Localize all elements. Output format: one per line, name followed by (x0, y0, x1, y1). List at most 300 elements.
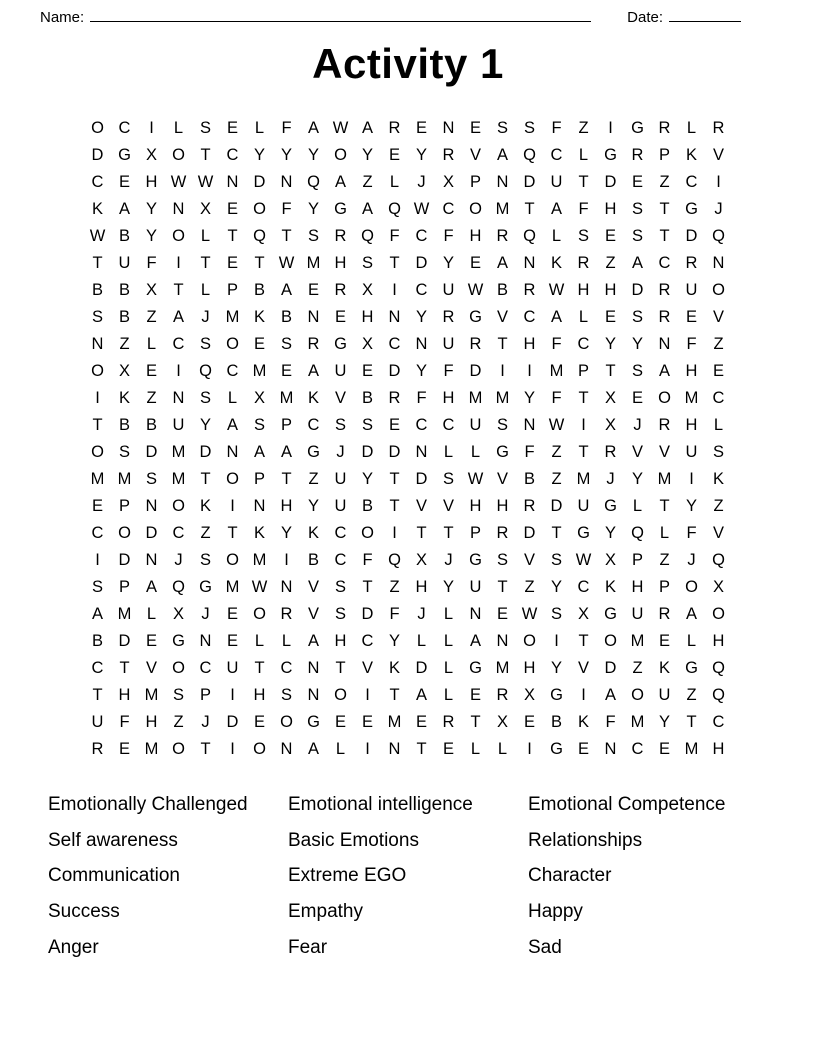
grid-letter: A (334, 173, 346, 191)
grid-letter: Y (604, 335, 616, 353)
grid-letter: L (632, 497, 643, 515)
grid-letter: S (118, 443, 130, 461)
grid-letter: Y (361, 470, 373, 488)
grid-letter: D (550, 497, 563, 515)
grid-letter: V (712, 308, 724, 326)
grid-letter: J (417, 605, 426, 623)
grid-letter: H (334, 632, 347, 650)
grid-letter: D (631, 281, 644, 299)
grid-letter: V (442, 497, 454, 515)
grid-letter: E (577, 740, 589, 758)
grid-letter: C (118, 119, 131, 137)
grid-letter: Q (388, 551, 401, 569)
grid-letter: Y (415, 146, 427, 164)
grid-letter: O (226, 551, 239, 569)
grid-letter: H (415, 578, 428, 596)
grid-row (0, 331, 816, 358)
grid-letter: Q (199, 362, 212, 380)
grid-letter: J (444, 551, 453, 569)
grid-letter: G (685, 200, 698, 218)
grid-letter: R (334, 281, 347, 299)
grid-letter: W (170, 173, 187, 191)
grid-letter: D (118, 632, 131, 650)
grid-letter: F (146, 254, 157, 272)
grid-letter: M (630, 632, 645, 650)
grid-letter: Q (712, 686, 725, 704)
grid-letter: K (307, 389, 319, 407)
grid-letter: W (89, 227, 106, 245)
grid-letter: C (577, 578, 590, 596)
grid-letter: Q (253, 227, 266, 245)
grid-letter: W (413, 200, 430, 218)
grid-letter: E (145, 632, 157, 650)
grid-letter: O (172, 740, 185, 758)
word-list-item: Relationships (528, 829, 643, 851)
grid-letter: E (253, 335, 265, 353)
grid-letter: C (442, 416, 455, 434)
grid-letter: R (388, 389, 401, 407)
grid-letter: K (118, 389, 130, 407)
grid-letter: O (172, 146, 185, 164)
grid-letter: H (469, 497, 482, 515)
grid-letter: M (90, 470, 105, 488)
grid-letter: H (604, 200, 617, 218)
grid-letter: U (442, 335, 455, 353)
grid-letter: I (95, 551, 100, 569)
grid-letter: T (200, 470, 211, 488)
grid-letter: C (712, 389, 725, 407)
grid-letter: X (604, 389, 616, 407)
grid-letter: B (361, 389, 373, 407)
grid-letter: U (334, 470, 347, 488)
grid-letter: H (523, 335, 536, 353)
grid-letter: L (443, 605, 454, 623)
grid-letter: V (577, 659, 589, 677)
grid-letter: Y (145, 200, 157, 218)
grid-letter: V (361, 659, 373, 677)
grid-letter: M (171, 443, 186, 461)
grid-letter: T (497, 335, 508, 353)
date-label: Date: (627, 9, 663, 26)
grid-letter: K (253, 524, 265, 542)
grid-letter: Y (199, 416, 211, 434)
grid-letter: N (415, 335, 428, 353)
grid-letter: S (631, 308, 643, 326)
grid-letter: R (442, 308, 455, 326)
grid-letter: S (91, 578, 103, 596)
word-list-item: Emotional Competence (528, 794, 726, 815)
grid-letter: G (469, 659, 482, 677)
grid-letter: A (226, 416, 238, 434)
grid-letter: O (91, 443, 104, 461)
grid-letter: U (226, 659, 239, 677)
grid-letter: M (252, 362, 267, 380)
grid-letter: D (145, 524, 158, 542)
grid-letter: O (523, 632, 536, 650)
grid-letter: T (281, 470, 292, 488)
grid-letter: L (416, 632, 427, 650)
grid-letter: T (227, 524, 238, 542)
grid-letter: T (254, 659, 265, 677)
grid-letter: G (334, 200, 347, 218)
grid-row (0, 358, 816, 385)
grid-letter: F (524, 443, 535, 461)
grid-letter: T (227, 227, 238, 245)
grid-letter: C (280, 659, 293, 677)
grid-letter: W (332, 119, 349, 137)
grid-letter: M (117, 470, 132, 488)
grid-letter: N (388, 308, 401, 326)
grid-letter: Z (146, 308, 157, 326)
grid-letter: X (118, 362, 130, 380)
grid-letter: W (197, 173, 214, 191)
grid-letter: Q (172, 578, 185, 596)
grid-letter: R (307, 335, 320, 353)
grid-letter: M (630, 713, 645, 731)
grid-letter: T (254, 254, 265, 272)
grid-letter: R (496, 524, 509, 542)
grid-letter: K (577, 713, 589, 731)
grid-letter: I (230, 686, 235, 704)
grid-letter: E (415, 119, 427, 137)
grid-letter: M (306, 254, 321, 272)
grid-letter: D (469, 362, 482, 380)
grid-letter: A (550, 200, 562, 218)
grid-letter: K (604, 578, 616, 596)
grid-letter: N (172, 389, 185, 407)
grid-letter: L (659, 524, 670, 542)
grid-letter: R (496, 686, 509, 704)
grid-letter: F (281, 119, 292, 137)
grid-letter: W (467, 281, 484, 299)
grid-letter: T (92, 254, 103, 272)
grid-letter: A (604, 686, 616, 704)
grid-letter: M (225, 308, 240, 326)
grid-letter: K (658, 659, 670, 677)
grid-letter: U (442, 281, 455, 299)
grid-letter: Y (280, 146, 292, 164)
grid-letter: R (658, 119, 671, 137)
grid-letter: T (578, 389, 589, 407)
grid-letter: A (361, 200, 373, 218)
grid-letter: B (253, 281, 265, 299)
grid-letter: R (91, 740, 104, 758)
grid-row (0, 574, 816, 601)
grid-letter: L (254, 632, 265, 650)
grid-letter: F (605, 713, 616, 731)
grid-row (0, 682, 816, 709)
grid-row (0, 412, 816, 439)
grid-letter: C (631, 740, 644, 758)
grid-letter: L (389, 173, 400, 191)
grid-letter: H (253, 686, 266, 704)
grid-letter: N (442, 119, 455, 137)
grid-letter: A (361, 119, 373, 137)
grid-letter: Z (659, 173, 670, 191)
grid-letter: L (146, 605, 157, 623)
grid-letter: U (118, 254, 131, 272)
grid-letter: B (145, 416, 157, 434)
grid-letter: T (389, 254, 400, 272)
grid-letter: U (91, 713, 104, 731)
grid-letter: O (334, 686, 347, 704)
grid-letter: Y (145, 227, 157, 245)
grid-letter: F (686, 335, 697, 353)
grid-letter: N (226, 173, 239, 191)
grid-letter: A (658, 362, 670, 380)
word-list-column (288, 787, 528, 966)
grid-letter: F (389, 605, 400, 623)
grid-letter: A (145, 578, 157, 596)
grid-letter: Z (632, 659, 643, 677)
grid-letter: E (145, 362, 157, 380)
grid-letter: J (336, 443, 345, 461)
grid-letter: Q (712, 551, 725, 569)
grid-letter: S (172, 686, 184, 704)
grid-letter: C (577, 335, 590, 353)
grid-letter: E (226, 254, 238, 272)
grid-letter: S (199, 551, 211, 569)
grid-letter: G (577, 524, 590, 542)
grid-letter: E (631, 389, 643, 407)
grid-letter: R (523, 497, 536, 515)
grid-letter: T (659, 227, 670, 245)
grid-letter: C (550, 146, 563, 164)
grid-letter: C (442, 200, 455, 218)
grid-letter: X (496, 713, 508, 731)
grid-letter: R (442, 713, 455, 731)
grid-letter: N (253, 497, 266, 515)
name-date-header (0, 0, 816, 27)
grid-letter: D (415, 470, 428, 488)
grid-letter: C (415, 227, 428, 245)
grid-letter: M (495, 659, 510, 677)
grid-letter: S (550, 605, 562, 623)
grid-letter: S (199, 389, 211, 407)
grid-letter: V (712, 146, 724, 164)
grid-letter: U (658, 686, 671, 704)
grid-letter: C (415, 281, 428, 299)
grid-letter: C (91, 659, 104, 677)
grid-letter: V (496, 308, 508, 326)
grid-letter: U (577, 497, 590, 515)
grid-letter: T (578, 443, 589, 461)
grid-letter: U (685, 281, 698, 299)
grid-letter: N (280, 578, 293, 596)
grid-letter: B (550, 713, 562, 731)
grid-letter: E (631, 173, 643, 191)
grid-letter: Q (523, 146, 536, 164)
grid-letter: I (392, 281, 397, 299)
grid-letter: C (685, 173, 698, 191)
grid-letter: C (172, 335, 185, 353)
grid-letter: J (687, 551, 696, 569)
grid-letter: A (550, 308, 562, 326)
grid-letter: G (604, 146, 617, 164)
grid-letter: Y (280, 524, 292, 542)
grid-letter: C (199, 659, 212, 677)
grid-letter: C (172, 524, 185, 542)
grid-letter: W (467, 470, 484, 488)
grid-letter: J (633, 416, 642, 434)
grid-letter: I (581, 416, 586, 434)
grid-letter: S (253, 416, 265, 434)
word-list-column (48, 787, 288, 966)
grid-letter: V (145, 659, 157, 677)
grid-letter: A (631, 254, 643, 272)
grid-letter: O (712, 605, 725, 623)
grid-letter: D (685, 227, 698, 245)
name-blank-line (90, 8, 591, 22)
word-list-item: Emotional intelligence (288, 794, 473, 815)
word-list-column (528, 787, 768, 966)
grid-letter: P (658, 578, 670, 596)
grid-letter: B (361, 497, 373, 515)
grid-letter: P (280, 416, 292, 434)
grid-letter: F (551, 335, 562, 353)
grid-letter: Z (713, 497, 724, 515)
grid-letter: I (527, 740, 532, 758)
grid-letter: R (685, 254, 698, 272)
grid-letter: V (658, 443, 670, 461)
grid-row (0, 466, 816, 493)
grid-letter: Z (578, 119, 589, 137)
grid-letter: D (388, 362, 401, 380)
grid-letter: H (712, 740, 725, 758)
grid-letter: G (496, 443, 509, 461)
grid-letter: Z (551, 470, 562, 488)
grid-letter: J (201, 713, 210, 731)
grid-letter: L (281, 632, 292, 650)
grid-letter: R (658, 605, 671, 623)
grid-letter: B (496, 281, 508, 299)
grid-letter: I (365, 686, 370, 704)
grid-letter: D (118, 551, 131, 569)
grid-letter: X (361, 281, 373, 299)
grid-letter: D (604, 659, 617, 677)
grid-letter: O (253, 605, 266, 623)
grid-letter: H (604, 281, 617, 299)
grid-letter: G (631, 119, 644, 137)
grid-letter: R (658, 308, 671, 326)
grid-letter: E (469, 686, 481, 704)
grid-letter: C (91, 524, 104, 542)
grid-letter: X (145, 281, 157, 299)
grid-letter: B (118, 227, 130, 245)
grid-row (0, 115, 816, 142)
grid-letter: Y (307, 200, 319, 218)
grid-letter: E (712, 362, 724, 380)
grid-letter: M (495, 200, 510, 218)
grid-letter: P (631, 551, 643, 569)
grid-letter: U (685, 443, 698, 461)
grid-letter: N (280, 173, 293, 191)
grid-letter: H (685, 362, 698, 380)
grid-letter: T (335, 659, 346, 677)
grid-row (0, 520, 816, 547)
grid-letter: M (468, 389, 483, 407)
grid-letter: T (578, 632, 589, 650)
grid-letter: G (685, 659, 698, 677)
grid-row (0, 601, 816, 628)
grid-letter: D (361, 605, 374, 623)
grid-letter: R (334, 227, 347, 245)
grid-letter: T (119, 659, 130, 677)
grid-letter: R (658, 281, 671, 299)
grid-letter: D (361, 443, 374, 461)
grid-letter: P (577, 362, 589, 380)
grid-letter: H (334, 254, 347, 272)
grid-letter: Z (659, 551, 670, 569)
grid-letter: W (575, 551, 592, 569)
grid-letter: G (550, 740, 563, 758)
grid-letter: Q (712, 659, 725, 677)
grid-letter: N (307, 659, 320, 677)
grid-letter: C (334, 524, 347, 542)
grid-letter: W (278, 254, 295, 272)
grid-letter: T (362, 578, 373, 596)
grid-letter: N (496, 632, 509, 650)
grid-letter: B (91, 281, 103, 299)
grid-letter: N (91, 335, 104, 353)
grid-letter: A (253, 443, 265, 461)
grid-letter: F (578, 200, 589, 218)
grid-letter: K (550, 254, 562, 272)
grid-letter: L (443, 686, 454, 704)
grid-letter: L (227, 389, 238, 407)
grid-letter: V (523, 551, 535, 569)
grid-letter: G (469, 308, 482, 326)
grid-row (0, 142, 816, 169)
grid-letter: O (172, 497, 185, 515)
word-list-item: Emotionally Challenged (48, 794, 248, 815)
grid-letter: S (334, 578, 346, 596)
grid-letter: M (684, 389, 699, 407)
grid-letter: N (226, 443, 239, 461)
grid-letter: D (604, 173, 617, 191)
grid-letter: X (253, 389, 265, 407)
grid-letter: N (145, 497, 158, 515)
grid-letter: S (145, 470, 157, 488)
grid-letter: O (280, 713, 293, 731)
grid-letter: N (469, 605, 482, 623)
word-search-grid (0, 115, 816, 763)
grid-letter: E (91, 497, 103, 515)
grid-letter: E (415, 713, 427, 731)
grid-letter: U (334, 497, 347, 515)
grid-letter: A (496, 254, 508, 272)
grid-letter: F (416, 389, 427, 407)
grid-letter: X (145, 146, 157, 164)
grid-letter: O (361, 524, 374, 542)
grid-letter: S (631, 362, 643, 380)
grid-letter: O (712, 281, 725, 299)
grid-letter: O (91, 119, 104, 137)
grid-letter: L (578, 146, 589, 164)
grid-letter: O (172, 659, 185, 677)
grid-letter: G (307, 713, 320, 731)
grid-letter: C (388, 335, 401, 353)
grid-letter: N (280, 740, 293, 758)
grid-letter: T (92, 686, 103, 704)
grid-letter: Q (307, 173, 320, 191)
grid-letter: O (631, 686, 644, 704)
grid-letter: K (199, 497, 211, 515)
grid-letter: R (496, 227, 509, 245)
grid-letter: L (335, 740, 346, 758)
grid-letter: P (118, 578, 130, 596)
grid-letter: S (334, 416, 346, 434)
